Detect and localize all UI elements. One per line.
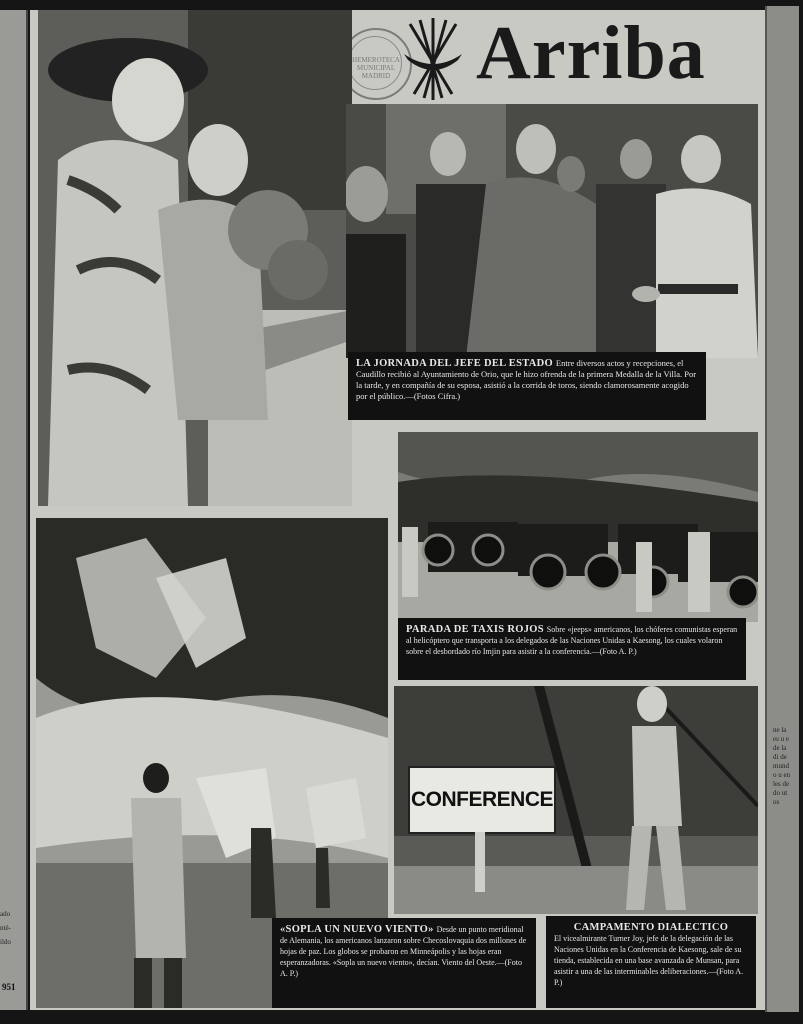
caption-headline: «SOPLA UN NUEVO VIENTO» — [280, 924, 437, 935]
margin-column-text: ne la es u e de la di de mundo u en les de do ut os — [773, 726, 791, 806]
masthead-title: Arriba — [476, 11, 706, 95]
photo-couple-festival — [38, 10, 352, 506]
caption-nuevo-viento — [272, 918, 536, 1008]
caption-headline: PARADA DE TAXIS ROJOS — [406, 624, 547, 635]
caption-body: El vicealmirante Turner Joy, jefe de la delegación de las Naciones Unidas en la Conferencia de Kaesong, sale de su tienda, establecida en una base avanzada de Munsan, para asistir a una de las interminables deliberaciones.—(Foto A. P.) — [554, 934, 744, 987]
caption-jefe-estado — [348, 352, 706, 420]
right-page-edge — [765, 6, 799, 1012]
photo-jeeps — [398, 432, 758, 622]
caption-body: Entre diversos actos y recepciones, el Caudillo recibió al Ayuntamiento de Orio, que le hizo ofrenda de la primera Medalla de la Villa. Por la tarde, y en compañía de su esposa, asistió a la corrida de toros, siendo clamorosamente acogido por el público.—(Fotos Cifra.) — [356, 358, 697, 401]
conference-sign: CONFERENCE — [408, 766, 556, 834]
margin-fragment: ildo — [0, 938, 11, 946]
stamp-text: HEMEROTECA MUNICIPAL MADRID — [352, 56, 400, 80]
caption-campamento — [546, 916, 756, 1008]
photo-handshake — [346, 104, 758, 358]
margin-fragment: nté- — [0, 924, 11, 932]
caption-body: Desde un punto meridional de Alemania, los americanos lanzaron sobre Checoslovaquia dos millones de hojas de paz. Los globos se probaron en Minneápolis y las hojas eran esperanzadoras. «Sopla un nuevo viento», decían. Viento del Oeste.—(Foto A. P.) — [280, 925, 527, 978]
yoke-and-arrows-icon — [398, 14, 468, 104]
caption-body: Sobre «jeeps» americanos, los chóferes comunistas esperan al helicóptero que transporta a los delegados de las Naciones Unidas a Kaesong, los cuales volaron sobre el desbordado río Imjin para asistir a la conferencia.—(Foto A. P.) — [406, 625, 738, 656]
caption-taxis-rojos — [398, 618, 746, 680]
caption-headline: LA JORNADA DEL JEFE DEL ESTADO — [356, 358, 556, 369]
margin-fragment: ado — [0, 910, 11, 918]
left-page-edge — [0, 10, 28, 1010]
caption-headline: CAMPAMENTO DIALECTICO — [573, 922, 729, 933]
sign-post — [475, 832, 485, 892]
page-number: 951 — [2, 982, 16, 992]
masthead — [336, 12, 756, 104]
